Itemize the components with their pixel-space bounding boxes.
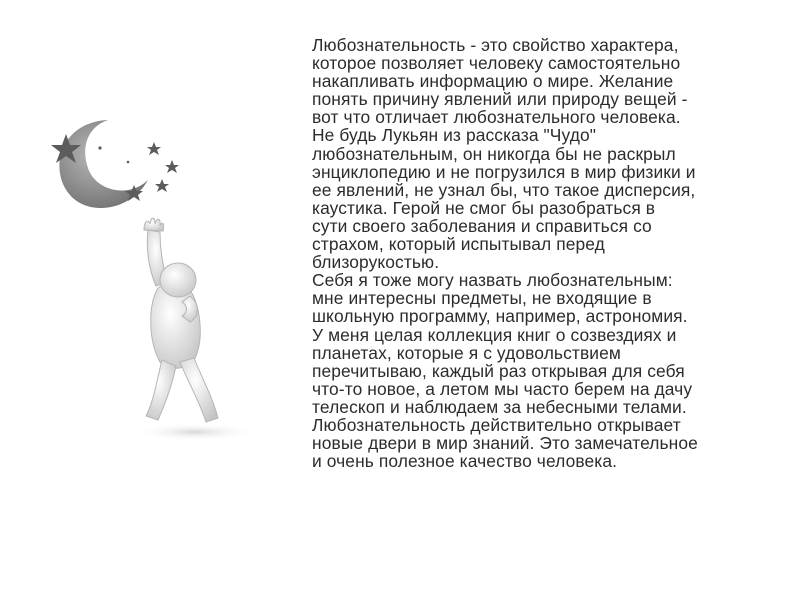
moon-and-figure-illustration [30,100,250,460]
paragraph-3: Себя я тоже могу назвать любознательным: мне интересны предметы, не входящие в школьную программу, например, астрономия. У меня целая коллекция книг о созвездиях и планетах, которые я с удовольствием перечитываю, каждый раз открывая для себя что-то новое, а летом мы часто берем на дачу телескоп и наблюдаем за небесными телами. [312,270,693,417]
paragraph-2: Не будь Лукьян из рассказа "Чудо" любознательным, он никогда бы не раскрыл энциклопедию и не погрузился в мир физики и ее явлений, не узнал бы, что такое дисперсия, каустика. Герой не смог бы разобраться в сути своего заболевания и справиться со страхом, который испытывал перед близорукостью. [312,125,696,273]
figure-shadow [133,423,250,441]
star-icon [127,161,130,164]
star-icon [98,146,101,149]
star-icon [165,160,179,173]
star-icon [147,142,161,155]
reaching-figure [144,218,218,422]
star-icon [155,179,169,192]
essay-text [312,36,762,470]
paragraph-1: Любознательность - это свойство характера, которое позволяет человеку самостоятельно накапливать информацию о мире. Желание понять причину явлений или природу вещей - вот что отличает любознательного человека. [312,35,688,128]
paragraph-4: Любознательность действительно открывает новые двери в мир знаний. Это замечательное и очень полезное качество человека. [312,414,698,472]
